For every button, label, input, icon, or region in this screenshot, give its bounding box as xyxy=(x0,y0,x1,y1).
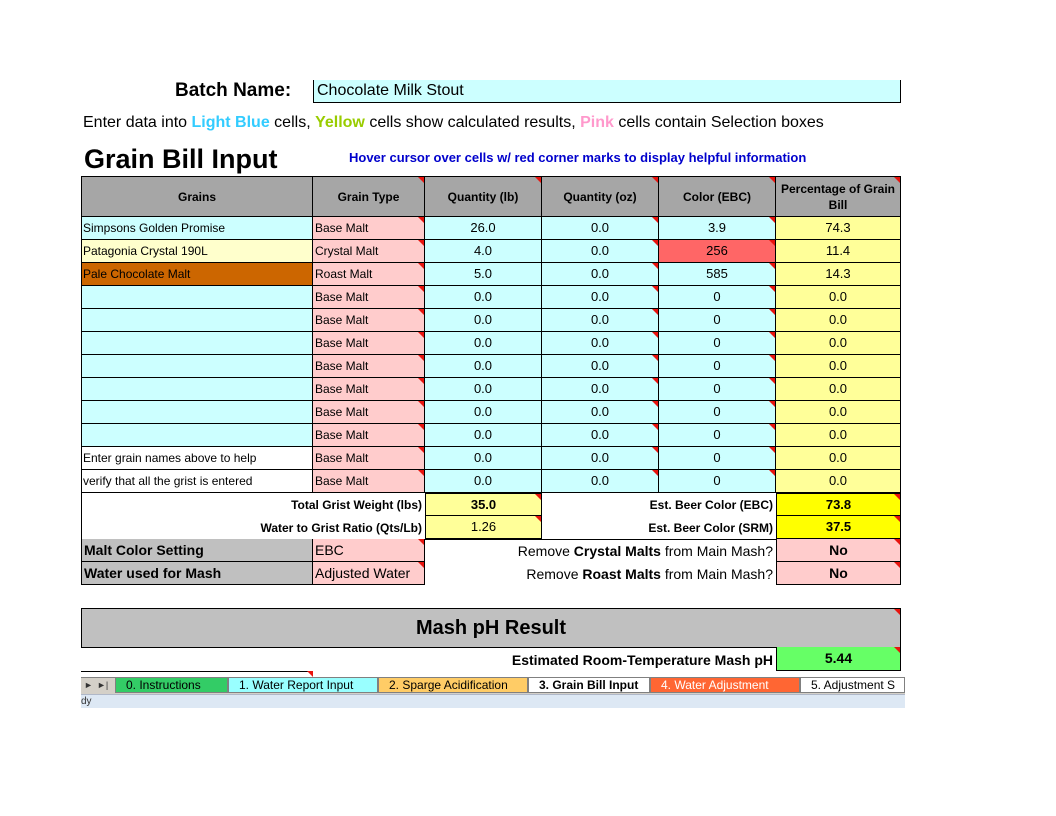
water-used-label: Water used for Mash xyxy=(81,562,313,585)
remove-roast-pre: Remove xyxy=(526,566,583,582)
percentage-value: 11.4 xyxy=(776,240,901,263)
sheet-tab-1[interactable]: 1. Water Report Input xyxy=(228,678,378,693)
grain-type-select[interactable]: Base Malt xyxy=(313,217,425,240)
col-header-percentage: Percentage of Grain Bill xyxy=(776,176,901,217)
color-ebc-input[interactable]: 0 xyxy=(659,355,776,378)
quantity-oz-input[interactable]: 0.0 xyxy=(542,217,659,240)
quantity-oz-input[interactable]: 0.0 xyxy=(542,263,659,286)
totals-border-left xyxy=(81,493,82,540)
percentage-value: 0.0 xyxy=(776,286,901,309)
col-header-quantity-lb: Quantity (lb) xyxy=(425,176,542,217)
grain-type-select[interactable]: Base Malt xyxy=(313,424,425,447)
quantity-oz-input[interactable]: 0.0 xyxy=(542,424,659,447)
legend-pink: Pink xyxy=(580,114,614,131)
sheet-tab-4[interactable]: 4. Water Adjustment xyxy=(650,678,800,693)
legend-yellow: Yellow xyxy=(315,114,365,131)
water-grist-ratio-input[interactable]: 1.26 xyxy=(425,516,542,539)
quantity-lb-input[interactable]: 0.0 xyxy=(425,424,542,447)
instruction-mid1: cells, xyxy=(269,114,316,131)
quantity-lb-input[interactable]: 0.0 xyxy=(425,286,542,309)
percentage-value: 0.0 xyxy=(776,332,901,355)
color-ebc-input[interactable]: 0 xyxy=(659,332,776,355)
grain-name-input[interactable] xyxy=(81,286,313,309)
quantity-oz-input[interactable]: 0.0 xyxy=(542,378,659,401)
grain-type-select[interactable]: Base Malt xyxy=(313,401,425,424)
color-ebc-input[interactable]: 0 xyxy=(659,309,776,332)
malt-color-setting-select[interactable]: EBC xyxy=(313,539,425,562)
remove-crystal-question xyxy=(430,540,773,562)
grain-type-select[interactable]: Roast Malt xyxy=(313,263,425,286)
col-header-color-ebc: Color (EBC) xyxy=(659,176,776,217)
quantity-lb-input[interactable]: 4.0 xyxy=(425,240,542,263)
color-ebc-input[interactable]: 256 xyxy=(659,240,776,263)
grain-name-input[interactable]: Patagonia Crystal 190L xyxy=(81,240,313,263)
color-ebc-input[interactable]: 0 xyxy=(659,470,776,493)
remove-roast-bold: Roast Malts xyxy=(582,566,661,582)
tab-nav-last-icon[interactable]: ► xyxy=(84,680,93,690)
sheet-tab-0[interactable]: 0. Instructions xyxy=(115,678,228,693)
grain-name-input[interactable]: Enter grain names above to help xyxy=(81,447,313,470)
color-ebc-input[interactable]: 0 xyxy=(659,286,776,309)
grain-name-input[interactable] xyxy=(81,401,313,424)
percentage-value: 0.0 xyxy=(776,470,901,493)
remove-crystal-post: from Main Mash? xyxy=(660,543,773,559)
percentage-value: 0.0 xyxy=(776,447,901,470)
legend-light-blue: Light Blue xyxy=(191,114,270,131)
batch-name-label: Batch Name: xyxy=(175,80,292,101)
grain-name-input[interactable] xyxy=(81,355,313,378)
percentage-value: 0.0 xyxy=(776,424,901,447)
grain-type-select[interactable]: Base Malt xyxy=(313,332,425,355)
color-ebc-input[interactable]: 3.9 xyxy=(659,217,776,240)
instruction-suffix: cells contain Selection boxes xyxy=(613,114,824,131)
status-text: dy xyxy=(81,696,92,707)
grain-type-select[interactable]: Base Malt xyxy=(313,470,425,493)
grain-type-select[interactable]: Base Malt xyxy=(313,447,425,470)
percentage-value: 0.0 xyxy=(776,378,901,401)
tab-nav-end-icon[interactable]: ►| xyxy=(97,680,109,690)
grain-name-input[interactable]: Pale Chocolate Malt xyxy=(81,263,313,286)
col-header-grains: Grains xyxy=(81,176,313,217)
quantity-oz-input[interactable]: 0.0 xyxy=(542,401,659,424)
grain-name-input[interactable]: verify that all the grist is entered xyxy=(81,470,313,493)
page-title: Grain Bill Input xyxy=(84,144,278,174)
result-bottom-border xyxy=(81,671,313,672)
quantity-lb-input[interactable]: 0.0 xyxy=(425,447,542,470)
percentage-value: 14.3 xyxy=(776,263,901,286)
est-color-ebc-value: 73.8 xyxy=(776,493,901,516)
percentage-value: 0.0 xyxy=(776,309,901,332)
quantity-lb-input[interactable]: 0.0 xyxy=(425,332,542,355)
est-color-srm-value: 37.5 xyxy=(776,516,901,539)
quantity-lb-input[interactable]: 26.0 xyxy=(425,217,542,240)
col-header-quantity-oz: Quantity (oz) xyxy=(542,176,659,217)
remove-roast-post: from Main Mash? xyxy=(660,566,773,582)
instruction-text xyxy=(83,113,903,133)
quantity-oz-input[interactable]: 0.0 xyxy=(542,286,659,309)
mash-ph-label: Estimated Room-Temperature Mash pH xyxy=(511,652,773,668)
grain-name-input[interactable] xyxy=(81,332,313,355)
batch-name-input[interactable]: Chocolate Milk Stout xyxy=(313,80,901,103)
water-grist-ratio-label: Water to Grist Ratio (Qts/Lb) xyxy=(260,521,422,535)
mash-ph-result-title: Mash pH Result xyxy=(415,617,567,639)
grain-name-input[interactable]: Simpsons Golden Promise xyxy=(81,217,313,240)
sheet-tab-3[interactable]: 3. Grain Bill Input xyxy=(528,678,650,693)
grain-type-select[interactable]: Base Malt xyxy=(313,286,425,309)
est-color-ebc-label: Est. Beer Color (EBC) xyxy=(649,498,773,512)
est-color-srm-label: Est. Beer Color (SRM) xyxy=(648,521,773,535)
remove-crystal-pre: Remove xyxy=(517,543,574,559)
sheet-tab-5[interactable]: 5. Adjustment S xyxy=(800,678,905,693)
percentage-value: 74.3 xyxy=(776,217,901,240)
grain-type-select[interactable]: Crystal Malt xyxy=(313,240,425,263)
quantity-lb-input[interactable]: 0.0 xyxy=(425,470,542,493)
total-grist-label: Total Grist Weight (lbs) xyxy=(291,498,422,512)
quantity-oz-input[interactable]: 0.0 xyxy=(542,447,659,470)
remove-crystal-select[interactable]: No xyxy=(776,539,901,562)
total-grist-value: 35.0 xyxy=(425,493,542,516)
mash-ph-result-header xyxy=(81,608,901,648)
grain-type-select[interactable]: Base Malt xyxy=(313,378,425,401)
status-bar xyxy=(81,694,905,708)
water-used-select[interactable]: Adjusted Water xyxy=(313,562,425,585)
quantity-lb-input[interactable]: 0.0 xyxy=(425,378,542,401)
color-ebc-input[interactable]: 0 xyxy=(659,424,776,447)
malt-color-setting-label: Malt Color Setting xyxy=(81,539,313,562)
quantity-oz-input[interactable]: 0.0 xyxy=(542,470,659,493)
remove-roast-select[interactable]: No xyxy=(776,562,901,585)
quantity-oz-input[interactable]: 0.0 xyxy=(542,240,659,263)
mash-ph-value: 5.44 xyxy=(776,647,901,671)
color-ebc-input[interactable]: 585 xyxy=(659,263,776,286)
quantity-lb-input[interactable]: 0.0 xyxy=(425,309,542,332)
grain-name-input[interactable] xyxy=(81,378,313,401)
col-header-grain-type: Grain Type xyxy=(313,176,425,217)
percentage-value: 0.0 xyxy=(776,401,901,424)
grain-name-input[interactable] xyxy=(81,309,313,332)
remove-crystal-bold: Crystal Malts xyxy=(573,543,661,559)
color-ebc-input[interactable]: 0 xyxy=(659,378,776,401)
quantity-oz-input[interactable]: 0.0 xyxy=(542,355,659,378)
grain-type-select[interactable]: Base Malt xyxy=(313,355,425,378)
quantity-lb-input[interactable]: 0.0 xyxy=(425,355,542,378)
hover-hint: Hover cursor over cells w/ red corner marks to display helpful information xyxy=(349,150,807,165)
color-ebc-input[interactable]: 0 xyxy=(659,401,776,424)
sheet-tab-2[interactable]: 2. Sparge Acidification xyxy=(378,678,528,693)
instruction-prefix: Enter data into xyxy=(83,114,192,131)
grain-name-input[interactable] xyxy=(81,424,313,447)
quantity-lb-input[interactable]: 0.0 xyxy=(425,401,542,424)
quantity-oz-input[interactable]: 0.0 xyxy=(542,309,659,332)
instruction-mid2: cells show calculated results, xyxy=(364,114,581,131)
grain-type-select[interactable]: Base Malt xyxy=(313,309,425,332)
quantity-oz-input[interactable]: 0.0 xyxy=(542,332,659,355)
remove-roast-question xyxy=(430,563,773,585)
quantity-lb-input[interactable]: 5.0 xyxy=(425,263,542,286)
color-ebc-input[interactable]: 0 xyxy=(659,447,776,470)
percentage-value: 0.0 xyxy=(776,355,901,378)
